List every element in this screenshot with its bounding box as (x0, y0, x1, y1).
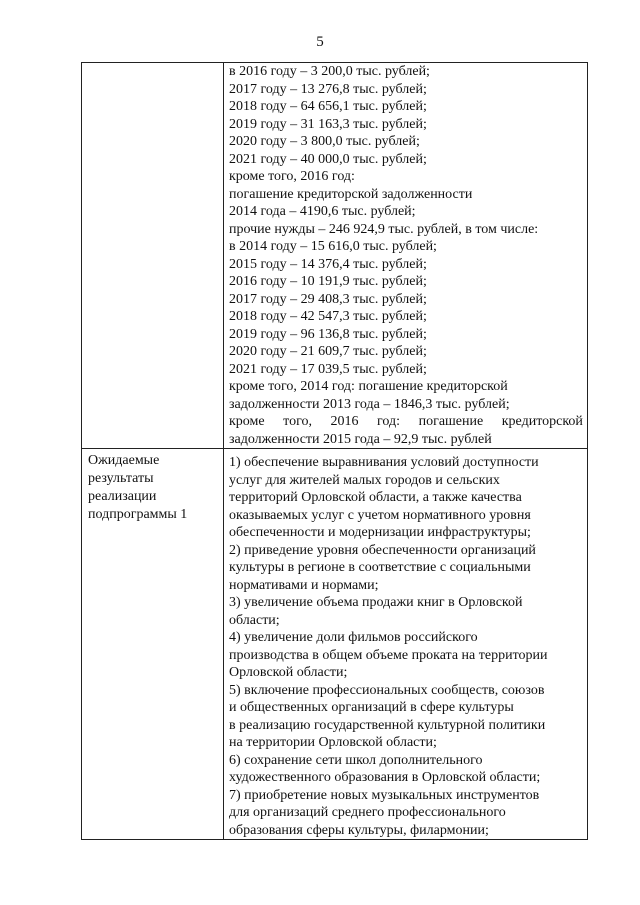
financing-line: 2015 году – 14 376,4 тыс. рублей; (229, 256, 427, 272)
financing-lines (224, 63, 587, 448)
financing-word: кроме (229, 414, 265, 429)
expected-results-label-line: реализации (88, 489, 157, 504)
financing-line: 2018 году – 64 656,1 тыс. рублей; (229, 99, 427, 114)
expected-result-line: 5) включение профессиональных сообществ, союзов (229, 682, 545, 698)
expected-result-line: 4) увеличение доли фильмов российского (229, 630, 478, 645)
financing-word: 2016 (330, 414, 359, 429)
expected-results-label (82, 449, 223, 524)
financing-line: 2017 году – 13 276,8 тыс. рублей; (229, 81, 427, 97)
expected-result-line: для организаций среднего профессионального (229, 805, 506, 820)
expected-result-line: территорий Орловской области, а также качества (229, 490, 522, 505)
financing-word: год: (377, 414, 401, 429)
expected-result-line: в реализацию государственной культурной политики (229, 717, 546, 733)
expected-results-lines (224, 449, 587, 839)
expected-result-line: и общественных организаций в сфере культуры (229, 700, 514, 715)
financing-word: погашение (418, 414, 484, 429)
financing-line: 2018 году – 42 547,3 тыс. рублей; (229, 309, 427, 324)
expected-result-line: 3) увеличение объема продажи книг в Орловской (229, 595, 523, 610)
expected-result-line: 2) приведение уровня обеспеченности организаций (229, 542, 536, 558)
financing-line: 2021 году – 17 039,5 тыс. рублей; (229, 361, 427, 377)
row1-label (82, 63, 223, 66)
expected-result-line: образования сферы культуры, филармонии; (229, 822, 489, 838)
financing-line: 2017 году – 29 408,3 тыс. рублей; (229, 291, 427, 307)
expected-result-line: Орловской области; (229, 665, 348, 680)
expected-result-line: производства в общем объеме проката на территории (229, 647, 548, 663)
expected-result-line: культуры в регионе в соответствие с социальными (229, 560, 531, 575)
table-row-financing (82, 63, 588, 449)
page-number: 5 (316, 34, 324, 50)
financing-word: того, (283, 414, 312, 429)
financing-word: кредиторской (501, 414, 583, 429)
expected-result-line: на территории Орловской области; (229, 735, 437, 750)
expected-result-line: области; (229, 612, 280, 628)
financing-line: кроме того, 2016 год: (229, 169, 355, 184)
expected-results-label-line: результаты (88, 471, 154, 486)
financing-line: 2016 году – 10 191,9 тыс. рублей; (229, 274, 427, 289)
expected-result-line: художественного образования в Орловской области; (229, 770, 541, 785)
row2-label-cell (82, 449, 224, 840)
expected-result-line: оказываемых услуг с учетом нормативного уровня (229, 507, 531, 523)
row1-label-cell (82, 63, 224, 449)
financing-line: задолженности 2013 года – 1846,3 тыс. рублей; (229, 396, 510, 412)
financing-line: 2021 году – 40 000,0 тыс. рублей; (229, 151, 427, 167)
expected-result-line: обеспеченности и модернизации инфраструктуры; (229, 525, 531, 540)
financing-line: задолженности 2015 года – 92,9 тыс. рублей (229, 431, 492, 447)
financing-line: прочие нужды – 246 924,9 тыс. рублей, в том числе: (229, 221, 539, 237)
expected-result-line: услуг для жителей малых городов и сельских (229, 472, 500, 488)
financing-line: 2019 году – 96 136,8 тыс. рублей; (229, 326, 427, 342)
financing-line: в 2014 году – 15 616,0 тыс. рублей; (229, 239, 437, 254)
financing-line: 2020 году – 21 609,7 тыс. рублей; (229, 344, 427, 359)
financing-line: 2020 году – 3 800,0 тыс. рублей; (229, 134, 420, 149)
table-row-expected-results (82, 449, 588, 840)
expected-results-label-line: подпрограммы 1 (88, 507, 188, 522)
financing-line: погашение кредиторской задолженности (229, 186, 473, 202)
subprogram-passport-table (81, 62, 588, 840)
expected-result-line: 7) приобретение новых музыкальных инструментов (229, 787, 540, 803)
financing-line: в 2016 году – 3 200,0 тыс. рублей; (229, 64, 430, 79)
financing-line: 2019 году – 31 163,3 тыс. рублей; (229, 116, 427, 132)
expected-results-label-line: Ожидаемые (88, 453, 160, 468)
row1-content-cell (224, 63, 588, 449)
financing-line (229, 413, 583, 431)
financing-line: кроме того, 2014 год: погашение кредиторской (229, 379, 508, 394)
expected-result-line: 1) обеспечение выравнивания условий доступности (229, 455, 539, 470)
financing-line: 2014 года – 4190,6 тыс. рублей; (229, 204, 416, 219)
expected-result-line: нормативами и нормами; (229, 577, 379, 593)
row2-content-cell (224, 449, 588, 840)
expected-result-line: 6) сохранение сети школ дополнительного (229, 752, 483, 768)
